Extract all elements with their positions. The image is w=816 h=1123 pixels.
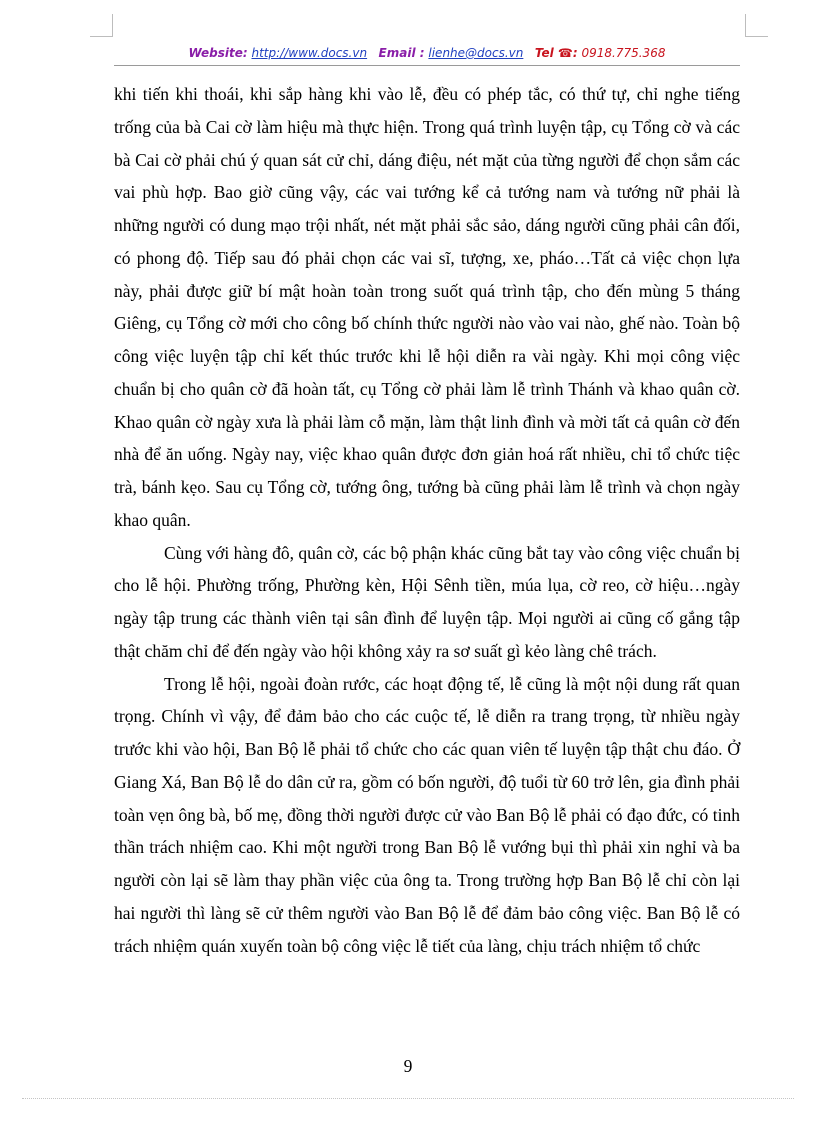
email-label: Email : bbox=[378, 46, 425, 60]
page-number: 9 bbox=[403, 1056, 413, 1076]
paragraph-1: khi tiến khi thoái, khi sắp hàng khi vào lễ, đều có phép tắc, có thứ tự, chỉ nghe tiếng trống của bà Cai cờ làm hiệu mà thực hiện. Trong quá trình luyện tập, cụ Tổng cờ và các bà Cai cờ phải chú ý quan sát cử chỉ, dáng điệu, nét mặt của từng người để chọn sắm các vai phù hợp. Bao giờ cũng vậy, các vai tướng kể cả tướng nam và tướng nữ phải là những người có dung mạo trội nhất, nét mặt phải sắc sảo, dáng người cũng phải cân đối, có phong độ. Tiếp sau đó phải chọn các vai sĩ, tượng, xe, pháo…Tất cả việc chọn lựa này, phải được giữ bí mật hoàn toàn trong suốt quá trình tập, cho đến mùng 5 tháng Giêng, cụ Tổng cờ mới cho công bố chính thức người nào vào vai nào, ghế nào. Toàn bộ công việc luyện tập chỉ kết thúc trước khi lễ hội diễn ra vài ngày. Khi mọi công việc chuẩn bị cho quân cờ đã hoàn tất, cụ Tổng cờ phải làm lễ trình Thánh và khao quân cờ. Khao quân cờ ngày xưa là phải làm cỗ mặn, làm thật linh đình và mời tất cả quân cờ đến nhà để ăn uống. Ngày nay, việc khao quân được đơn giản hoá rất nhiều, chỉ tổ chức tiệc trà, bánh kẹo. Sau cụ Tổng cờ, tướng ông, tướng bà cũng phải làm lễ trình và chọn ngày khao quân. bbox=[114, 84, 740, 530]
tel-number: 0918.775.368 bbox=[581, 46, 666, 60]
crop-mark-top-left bbox=[90, 14, 113, 37]
document-body bbox=[114, 78, 740, 962]
page-header bbox=[114, 46, 740, 60]
paragraph-2: Cùng với hàng đô, quân cờ, các bộ phận khác cũng bắt tay vào công việc chuẩn bị cho lễ hội. Phường trống, Phường kèn, Hội Sênh tiền, múa lụa, cờ reo, cờ hiệu…ngày ngày tập trung các thành viên tại sân đình để luyện tập. Mọi người ai cũng cố gắng tập thật chăm chỉ để đến ngày vào hội không xảy ra sơ suất gì kẻo làng chê trách. bbox=[114, 542, 740, 661]
header-divider bbox=[114, 65, 740, 66]
footer-dotted-line bbox=[22, 1098, 794, 1099]
website-label: Website: bbox=[188, 46, 248, 60]
crop-mark-top-right bbox=[745, 14, 768, 37]
paragraph-3: Trong lễ hội, ngoài đoàn rước, các hoạt động tế, lễ cũng là một nội dung rất quan trọng. Chính vì vậy, để đảm bảo cho các cuộc tế, lễ diễn ra trang trọng, từ nhiều ngày trước khi vào hội, Ban Bộ lễ phải tổ chức cho các quan viên tế luyện tập thật chu đáo. Ở Giang Xá, Ban Bộ lễ do dân cử ra, gồm có bốn người, độ tuổi từ 60 trở lên, gia đình phải toàn vẹn ông bà, bố mẹ, đồng thời người được cử vào Ban Bộ lễ phải có đạo đức, có tinh thần trách nhiệm cao. Khi một người trong Ban Bộ lễ vướng bụi thì phải xin nghỉ và ba người còn lại sẽ làm thay phần việc của ông ta. Trong trường hợp Ban Bộ lễ chỉ còn lại hai người thì làng sẽ cử thêm người vào Ban Bộ lễ để đảm bảo công việc. Ban Bộ lễ có trách nhiệm quán xuyến toàn bộ công việc lễ tiết của làng, chịu trách nhiệm tổ chức bbox=[114, 673, 740, 956]
tel-label: Tel ☎: bbox=[534, 46, 578, 60]
website-link[interactable]: http://www.docs.vn bbox=[251, 46, 368, 60]
email-link[interactable]: lienhe@docs.vn bbox=[428, 46, 524, 60]
